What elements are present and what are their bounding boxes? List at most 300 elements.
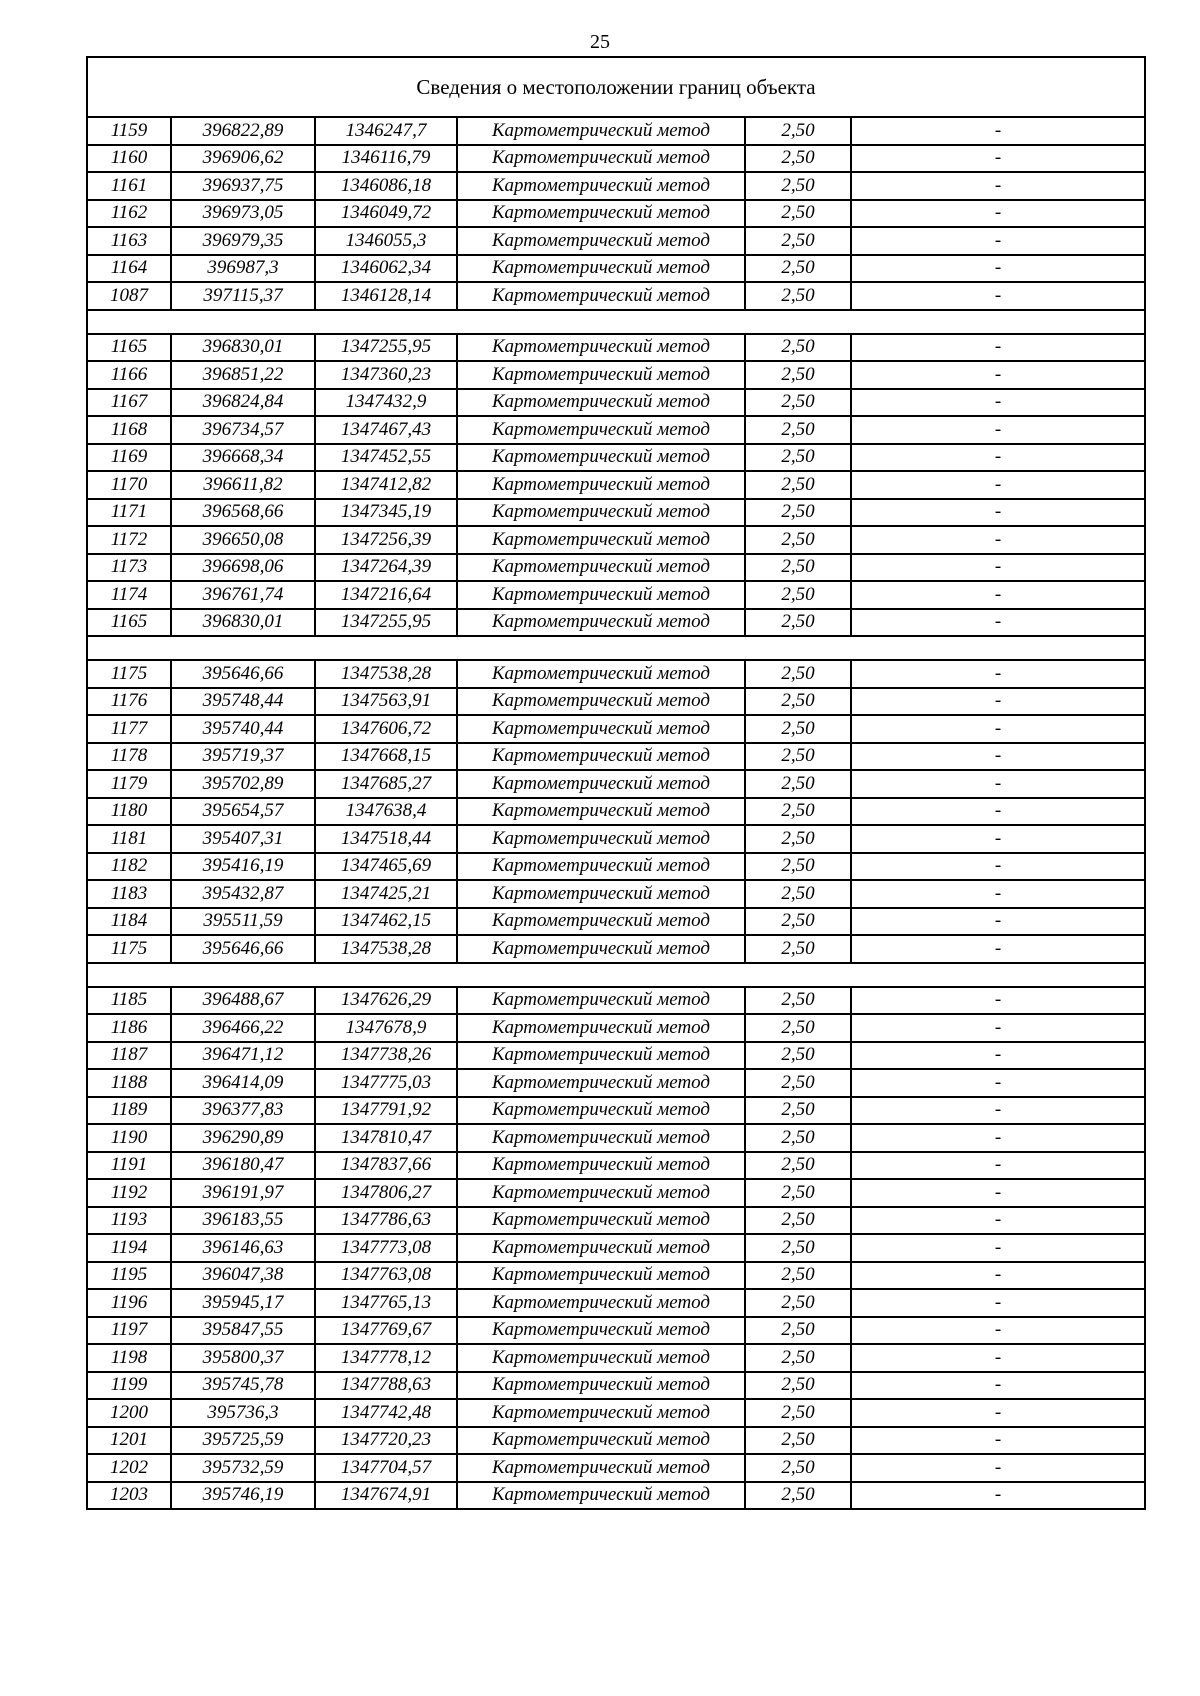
table-row	[87, 1427, 1145, 1455]
y-coordinate-cell: 1347788,63	[315, 1372, 457, 1400]
description-cell: -	[851, 770, 1145, 798]
accuracy-cell: 2,50	[745, 1069, 851, 1097]
description-cell: -	[851, 581, 1145, 609]
method-cell: Картометрический метод	[457, 172, 745, 200]
accuracy-cell: 2,50	[745, 117, 851, 145]
table-row	[87, 444, 1145, 472]
y-coordinate-cell: 1347563,91	[315, 688, 457, 716]
accuracy-cell: 2,50	[745, 1372, 851, 1400]
point-number-cell: 1168	[87, 416, 171, 444]
method-cell: Картометрический метод	[457, 1372, 745, 1400]
accuracy-cell: 2,50	[745, 1124, 851, 1152]
table-row	[87, 117, 1145, 145]
accuracy-cell: 2,50	[745, 1344, 851, 1372]
description-cell: -	[851, 853, 1145, 881]
y-coordinate-cell: 1347452,55	[315, 444, 457, 472]
method-cell: Картометрический метод	[457, 880, 745, 908]
method-cell: Картометрический метод	[457, 715, 745, 743]
description-cell: -	[851, 1289, 1145, 1317]
accuracy-cell: 2,50	[745, 880, 851, 908]
point-number-cell: 1198	[87, 1344, 171, 1372]
accuracy-cell: 2,50	[745, 554, 851, 582]
x-coordinate-cell: 395748,44	[171, 688, 315, 716]
description-cell: -	[851, 1372, 1145, 1400]
x-coordinate-cell: 396183,55	[171, 1207, 315, 1235]
table-row	[87, 1262, 1145, 1290]
accuracy-cell: 2,50	[745, 471, 851, 499]
method-cell: Картометрический метод	[457, 1069, 745, 1097]
x-coordinate-cell: 395746,19	[171, 1482, 315, 1510]
description-cell: -	[851, 334, 1145, 362]
table-row	[87, 987, 1145, 1015]
accuracy-cell: 2,50	[745, 227, 851, 255]
table-row	[87, 200, 1145, 228]
accuracy-cell: 2,50	[745, 1207, 851, 1235]
x-coordinate-cell: 395740,44	[171, 715, 315, 743]
description-cell: -	[851, 1427, 1145, 1455]
x-coordinate-cell: 395725,59	[171, 1427, 315, 1455]
y-coordinate-cell: 1347538,28	[315, 935, 457, 963]
accuracy-cell: 2,50	[745, 499, 851, 527]
description-cell: -	[851, 1454, 1145, 1482]
point-number-cell: 1170	[87, 471, 171, 499]
description-cell: -	[851, 526, 1145, 554]
description-cell: -	[851, 688, 1145, 716]
y-coordinate-cell: 1347668,15	[315, 743, 457, 771]
x-coordinate-cell: 396180,47	[171, 1152, 315, 1180]
y-coordinate-cell: 1347674,91	[315, 1482, 457, 1510]
point-number-cell: 1163	[87, 227, 171, 255]
y-coordinate-cell: 1347518,44	[315, 825, 457, 853]
method-cell: Картометрический метод	[457, 825, 745, 853]
point-number-cell: 1167	[87, 389, 171, 417]
y-coordinate-cell: 1347216,64	[315, 581, 457, 609]
x-coordinate-cell: 395736,3	[171, 1399, 315, 1427]
x-coordinate-cell: 396611,82	[171, 471, 315, 499]
table-row	[87, 1097, 1145, 1125]
point-number-cell: 1174	[87, 581, 171, 609]
accuracy-cell: 2,50	[745, 715, 851, 743]
description-cell: -	[851, 1152, 1145, 1180]
method-cell: Картометрический метод	[457, 1399, 745, 1427]
table-row	[87, 1152, 1145, 1180]
table-row	[87, 416, 1145, 444]
y-coordinate-cell: 1346062,34	[315, 255, 457, 283]
method-cell: Картометрический метод	[457, 1124, 745, 1152]
description-cell: -	[851, 554, 1145, 582]
x-coordinate-cell: 396979,35	[171, 227, 315, 255]
y-coordinate-cell: 1346128,14	[315, 282, 457, 310]
point-number-cell: 1165	[87, 609, 171, 637]
method-cell: Картометрический метод	[457, 416, 745, 444]
table-row	[87, 908, 1145, 936]
point-number-cell: 1203	[87, 1482, 171, 1510]
point-number-cell: 1160	[87, 145, 171, 173]
accuracy-cell: 2,50	[745, 688, 851, 716]
x-coordinate-cell: 396734,57	[171, 416, 315, 444]
method-cell: Картометрический метод	[457, 935, 745, 963]
y-coordinate-cell: 1347791,92	[315, 1097, 457, 1125]
accuracy-cell: 2,50	[745, 987, 851, 1015]
table-row	[87, 389, 1145, 417]
method-cell: Картометрический метод	[457, 1179, 745, 1207]
x-coordinate-cell: 396851,22	[171, 361, 315, 389]
y-coordinate-cell: 1347255,95	[315, 609, 457, 637]
accuracy-cell: 2,50	[745, 798, 851, 826]
y-coordinate-cell: 1347432,9	[315, 389, 457, 417]
y-coordinate-cell: 1347638,4	[315, 798, 457, 826]
point-number-cell: 1183	[87, 880, 171, 908]
point-number-cell: 1189	[87, 1097, 171, 1125]
method-cell: Картометрический метод	[457, 853, 745, 881]
method-cell: Картометрический метод	[457, 1262, 745, 1290]
y-coordinate-cell: 1347538,28	[315, 660, 457, 688]
method-cell: Картометрический метод	[457, 1454, 745, 1482]
y-coordinate-cell: 1346247,7	[315, 117, 457, 145]
x-coordinate-cell: 396668,34	[171, 444, 315, 472]
point-number-cell: 1200	[87, 1399, 171, 1427]
group-separator-row	[87, 963, 1145, 987]
accuracy-cell: 2,50	[745, 935, 851, 963]
description-cell: -	[851, 1399, 1145, 1427]
x-coordinate-cell: 396698,06	[171, 554, 315, 582]
x-coordinate-cell: 395646,66	[171, 935, 315, 963]
x-coordinate-cell: 395654,57	[171, 798, 315, 826]
boundary-table-container	[86, 56, 1144, 1510]
description-cell: -	[851, 282, 1145, 310]
method-cell: Картометрический метод	[457, 1152, 745, 1180]
boundary-coordinates-table	[86, 56, 1146, 1510]
description-cell: -	[851, 1482, 1145, 1510]
point-number-cell: 1172	[87, 526, 171, 554]
description-cell: -	[851, 117, 1145, 145]
x-coordinate-cell: 395407,31	[171, 825, 315, 853]
accuracy-cell: 2,50	[745, 1262, 851, 1290]
method-cell: Картометрический метод	[457, 1207, 745, 1235]
description-cell: -	[851, 172, 1145, 200]
method-cell: Картометрический метод	[457, 1234, 745, 1262]
description-cell: -	[851, 715, 1145, 743]
point-number-cell: 1164	[87, 255, 171, 283]
accuracy-cell: 2,50	[745, 200, 851, 228]
x-coordinate-cell: 396466,22	[171, 1014, 315, 1042]
x-coordinate-cell: 396830,01	[171, 609, 315, 637]
y-coordinate-cell: 1346049,72	[315, 200, 457, 228]
method-cell: Картометрический метод	[457, 660, 745, 688]
x-coordinate-cell: 396290,89	[171, 1124, 315, 1152]
method-cell: Картометрический метод	[457, 361, 745, 389]
table-row	[87, 255, 1145, 283]
x-coordinate-cell: 396973,05	[171, 200, 315, 228]
table-row	[87, 1124, 1145, 1152]
table-row	[87, 825, 1145, 853]
method-cell: Картометрический метод	[457, 526, 745, 554]
description-cell: -	[851, 471, 1145, 499]
table-row	[87, 1234, 1145, 1262]
description-cell: -	[851, 609, 1145, 637]
accuracy-cell: 2,50	[745, 743, 851, 771]
table-row	[87, 1042, 1145, 1070]
point-number-cell: 1161	[87, 172, 171, 200]
y-coordinate-cell: 1347345,19	[315, 499, 457, 527]
method-cell: Картометрический метод	[457, 1289, 745, 1317]
accuracy-cell: 2,50	[745, 1042, 851, 1070]
table-row	[87, 554, 1145, 582]
description-cell: -	[851, 1234, 1145, 1262]
group-separator-row	[87, 310, 1145, 334]
method-cell: Картометрический метод	[457, 1042, 745, 1070]
method-cell: Картометрический метод	[457, 770, 745, 798]
table-row	[87, 880, 1145, 908]
x-coordinate-cell: 396146,63	[171, 1234, 315, 1262]
y-coordinate-cell: 1347425,21	[315, 880, 457, 908]
method-cell: Картометрический метод	[457, 1097, 745, 1125]
y-coordinate-cell: 1347769,67	[315, 1317, 457, 1345]
table-row	[87, 227, 1145, 255]
table-row	[87, 609, 1145, 637]
y-coordinate-cell: 1347685,27	[315, 770, 457, 798]
description-cell: -	[851, 1069, 1145, 1097]
point-number-cell: 1173	[87, 554, 171, 582]
accuracy-cell: 2,50	[745, 1179, 851, 1207]
y-coordinate-cell: 1347462,15	[315, 908, 457, 936]
x-coordinate-cell: 396414,09	[171, 1069, 315, 1097]
table-row	[87, 743, 1145, 771]
description-cell: -	[851, 361, 1145, 389]
table-row	[87, 145, 1145, 173]
x-coordinate-cell: 395732,59	[171, 1454, 315, 1482]
point-number-cell: 1179	[87, 770, 171, 798]
point-number-cell: 1193	[87, 1207, 171, 1235]
x-coordinate-cell: 396822,89	[171, 117, 315, 145]
accuracy-cell: 2,50	[745, 172, 851, 200]
accuracy-cell: 2,50	[745, 1399, 851, 1427]
method-cell: Картометрический метод	[457, 1482, 745, 1510]
method-cell: Картометрический метод	[457, 471, 745, 499]
description-cell: -	[851, 227, 1145, 255]
x-coordinate-cell: 396377,83	[171, 1097, 315, 1125]
method-cell: Картометрический метод	[457, 200, 745, 228]
accuracy-cell: 2,50	[745, 1454, 851, 1482]
x-coordinate-cell: 395847,55	[171, 1317, 315, 1345]
description-cell: -	[851, 255, 1145, 283]
accuracy-cell: 2,50	[745, 1482, 851, 1510]
accuracy-cell: 2,50	[745, 145, 851, 173]
group-separator-cell	[87, 963, 1145, 987]
y-coordinate-cell: 1347412,82	[315, 471, 457, 499]
y-coordinate-cell: 1347720,23	[315, 1427, 457, 1455]
group-separator-cell	[87, 310, 1145, 334]
group-separator-row	[87, 636, 1145, 660]
x-coordinate-cell: 396937,75	[171, 172, 315, 200]
point-number-cell: 1175	[87, 660, 171, 688]
point-number-cell: 1184	[87, 908, 171, 936]
x-coordinate-cell: 395416,19	[171, 853, 315, 881]
table-row	[87, 1179, 1145, 1207]
point-number-cell: 1202	[87, 1454, 171, 1482]
y-coordinate-cell: 1347786,63	[315, 1207, 457, 1235]
table-row	[87, 935, 1145, 963]
description-cell: -	[851, 444, 1145, 472]
description-cell: -	[851, 1124, 1145, 1152]
point-number-cell: 1175	[87, 935, 171, 963]
point-number-cell: 1171	[87, 499, 171, 527]
point-number-cell: 1166	[87, 361, 171, 389]
point-number-cell: 1169	[87, 444, 171, 472]
method-cell: Картометрический метод	[457, 499, 745, 527]
point-number-cell: 1177	[87, 715, 171, 743]
accuracy-cell: 2,50	[745, 416, 851, 444]
point-number-cell: 1186	[87, 1014, 171, 1042]
accuracy-cell: 2,50	[745, 825, 851, 853]
table-row	[87, 1069, 1145, 1097]
description-cell: -	[851, 1317, 1145, 1345]
y-coordinate-cell: 1346116,79	[315, 145, 457, 173]
method-cell: Картометрический метод	[457, 145, 745, 173]
table-row	[87, 1344, 1145, 1372]
point-number-cell: 1190	[87, 1124, 171, 1152]
description-cell: -	[851, 145, 1145, 173]
method-cell: Картометрический метод	[457, 282, 745, 310]
accuracy-cell: 2,50	[745, 334, 851, 362]
y-coordinate-cell: 1346055,3	[315, 227, 457, 255]
y-coordinate-cell: 1347837,66	[315, 1152, 457, 1180]
x-coordinate-cell: 395745,78	[171, 1372, 315, 1400]
point-number-cell: 1162	[87, 200, 171, 228]
point-number-cell: 1191	[87, 1152, 171, 1180]
method-cell: Картометрический метод	[457, 334, 745, 362]
method-cell: Картометрический метод	[457, 1317, 745, 1345]
description-cell: -	[851, 880, 1145, 908]
table-row	[87, 660, 1145, 688]
description-cell: -	[851, 1179, 1145, 1207]
accuracy-cell: 2,50	[745, 1317, 851, 1345]
x-coordinate-cell: 395800,37	[171, 1344, 315, 1372]
accuracy-cell: 2,50	[745, 361, 851, 389]
table-row	[87, 1372, 1145, 1400]
table-row	[87, 172, 1145, 200]
description-cell: -	[851, 825, 1145, 853]
accuracy-cell: 2,50	[745, 1014, 851, 1042]
description-cell: -	[851, 908, 1145, 936]
accuracy-cell: 2,50	[745, 255, 851, 283]
point-number-cell: 1087	[87, 282, 171, 310]
table-row	[87, 361, 1145, 389]
point-number-cell: 1196	[87, 1289, 171, 1317]
table-row	[87, 1454, 1145, 1482]
accuracy-cell: 2,50	[745, 660, 851, 688]
x-coordinate-cell: 396568,66	[171, 499, 315, 527]
x-coordinate-cell: 396987,3	[171, 255, 315, 283]
table-title: Сведения о местоположении границ объекта	[87, 57, 1145, 117]
accuracy-cell: 2,50	[745, 581, 851, 609]
point-number-cell: 1187	[87, 1042, 171, 1070]
description-cell: -	[851, 798, 1145, 826]
x-coordinate-cell: 395432,87	[171, 880, 315, 908]
description-cell: -	[851, 1207, 1145, 1235]
method-cell: Картометрический метод	[457, 444, 745, 472]
point-number-cell: 1182	[87, 853, 171, 881]
description-cell: -	[851, 1097, 1145, 1125]
accuracy-cell: 2,50	[745, 908, 851, 936]
x-coordinate-cell: 397115,37	[171, 282, 315, 310]
method-cell: Картометрический метод	[457, 1014, 745, 1042]
table-row	[87, 282, 1145, 310]
y-coordinate-cell: 1347742,48	[315, 1399, 457, 1427]
y-coordinate-cell: 1347255,95	[315, 334, 457, 362]
y-coordinate-cell: 1347467,43	[315, 416, 457, 444]
y-coordinate-cell: 1347778,12	[315, 1344, 457, 1372]
table-row	[87, 770, 1145, 798]
x-coordinate-cell: 396471,12	[171, 1042, 315, 1070]
method-cell: Картометрический метод	[457, 987, 745, 1015]
x-coordinate-cell: 396824,84	[171, 389, 315, 417]
point-number-cell: 1159	[87, 117, 171, 145]
method-cell: Картометрический метод	[457, 227, 745, 255]
x-coordinate-cell: 395702,89	[171, 770, 315, 798]
accuracy-cell: 2,50	[745, 1097, 851, 1125]
accuracy-cell: 2,50	[745, 1152, 851, 1180]
table-row	[87, 1399, 1145, 1427]
y-coordinate-cell: 1347360,23	[315, 361, 457, 389]
y-coordinate-cell: 1346086,18	[315, 172, 457, 200]
point-number-cell: 1192	[87, 1179, 171, 1207]
method-cell: Картометрический метод	[457, 798, 745, 826]
description-cell: -	[851, 660, 1145, 688]
y-coordinate-cell: 1347606,72	[315, 715, 457, 743]
y-coordinate-cell: 1347678,9	[315, 1014, 457, 1042]
method-cell: Картометрический метод	[457, 609, 745, 637]
x-coordinate-cell: 395646,66	[171, 660, 315, 688]
x-coordinate-cell: 396191,97	[171, 1179, 315, 1207]
y-coordinate-cell: 1347704,57	[315, 1454, 457, 1482]
y-coordinate-cell: 1347775,03	[315, 1069, 457, 1097]
method-cell: Картометрический метод	[457, 389, 745, 417]
table-row	[87, 334, 1145, 362]
description-cell: -	[851, 987, 1145, 1015]
method-cell: Картометрический метод	[457, 688, 745, 716]
method-cell: Картометрический метод	[457, 255, 745, 283]
point-number-cell: 1201	[87, 1427, 171, 1455]
description-cell: -	[851, 200, 1145, 228]
description-cell: -	[851, 416, 1145, 444]
accuracy-cell: 2,50	[745, 853, 851, 881]
x-coordinate-cell: 395945,17	[171, 1289, 315, 1317]
description-cell: -	[851, 1042, 1145, 1070]
description-cell: -	[851, 389, 1145, 417]
y-coordinate-cell: 1347465,69	[315, 853, 457, 881]
accuracy-cell: 2,50	[745, 389, 851, 417]
y-coordinate-cell: 1347763,08	[315, 1262, 457, 1290]
method-cell: Картометрический метод	[457, 1427, 745, 1455]
y-coordinate-cell: 1347765,13	[315, 1289, 457, 1317]
x-coordinate-cell: 396650,08	[171, 526, 315, 554]
table-row	[87, 688, 1145, 716]
group-separator-cell	[87, 636, 1145, 660]
point-number-cell: 1185	[87, 987, 171, 1015]
description-cell: -	[851, 1014, 1145, 1042]
x-coordinate-cell: 395719,37	[171, 743, 315, 771]
y-coordinate-cell: 1347626,29	[315, 987, 457, 1015]
page-number: 25	[590, 31, 610, 53]
point-number-cell: 1178	[87, 743, 171, 771]
method-cell: Картометрический метод	[457, 743, 745, 771]
accuracy-cell: 2,50	[745, 1289, 851, 1317]
accuracy-cell: 2,50	[745, 1234, 851, 1262]
method-cell: Картометрический метод	[457, 117, 745, 145]
description-cell: -	[851, 743, 1145, 771]
table-row	[87, 715, 1145, 743]
